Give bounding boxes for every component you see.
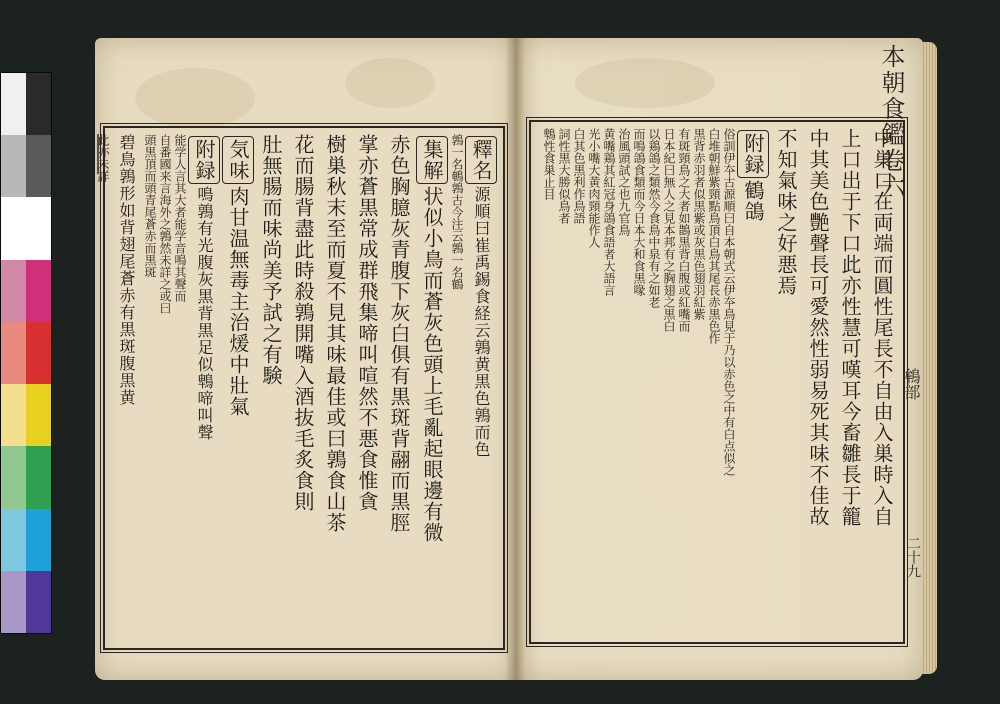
text-column xyxy=(352,134,382,642)
color-swatch xyxy=(1,509,26,571)
color-swatch xyxy=(26,260,51,322)
column-text: 黒背赤羽者似黒紫或灰黒色翅羽紅紫 xyxy=(692,128,706,320)
text-column xyxy=(384,134,414,642)
section-marker: 附録 xyxy=(737,130,769,178)
text-column xyxy=(647,128,660,636)
column-text: 樹巣秋末至而夏不見其味最佳或曰鶉食山茶 xyxy=(323,134,347,533)
text-column xyxy=(737,128,769,636)
section-marker: 集解 xyxy=(416,136,448,184)
column-text: 俗訓伊夲古源順曰自本朝式云伊夲鳥見于乃以赤色之中有白点似之 xyxy=(722,128,736,476)
column-text: 鶴鴿 xyxy=(741,180,765,222)
column-text: 赤色胸臆灰青腹下灰白俱有黒斑背翮而黒脛 xyxy=(387,134,411,533)
text-column xyxy=(771,128,801,636)
column-text: 頭黒頂而頭青尾蒼赤而黒斑 xyxy=(143,134,157,278)
text-column xyxy=(722,128,735,636)
text-column xyxy=(587,128,600,636)
text-column xyxy=(111,134,141,642)
color-swatch xyxy=(26,509,51,571)
text-column xyxy=(632,128,645,636)
color-chart-row xyxy=(1,322,51,384)
section-marker: 釋名 xyxy=(465,136,497,184)
column-text: 中其美色艷聲長可愛然性弱易死其味不佳故 xyxy=(806,128,830,527)
text-column xyxy=(173,134,186,642)
text-column xyxy=(662,128,675,636)
text-column xyxy=(158,134,171,642)
text-column xyxy=(557,128,570,636)
column-text: 鳴鶉有光腹灰黒背黒足似鵯啼叫聲 xyxy=(195,186,214,441)
column-text: 掌亦蒼黒常成群飛集啼叫喧然不悪食惟貪 xyxy=(355,134,379,512)
column-text: 治風頭試之也九官鳥 xyxy=(617,128,631,236)
color-chart-row xyxy=(1,135,51,197)
color-swatch xyxy=(26,322,51,384)
column-text: 光小嘴大黄肉頸能作人 xyxy=(587,128,601,248)
folio-number: 二十九 xyxy=(905,536,921,578)
color-chart-row xyxy=(1,571,51,633)
text-column xyxy=(416,134,448,642)
color-swatch xyxy=(1,322,26,384)
text-column xyxy=(143,134,156,642)
color-swatch xyxy=(26,135,51,197)
section-marker: 気味 xyxy=(222,136,254,184)
text-column xyxy=(617,128,630,636)
text-column xyxy=(677,128,690,636)
text-column xyxy=(465,134,497,642)
text-column xyxy=(803,128,833,636)
text-column xyxy=(288,134,318,642)
color-swatch xyxy=(1,260,26,322)
color-calibration-chart xyxy=(0,72,52,634)
column-text: 状似小鳥而蒼灰色頭上毛亂起眼邊有微 xyxy=(420,186,444,543)
right-text-frame xyxy=(529,120,905,644)
open-book xyxy=(95,38,940,680)
text-column xyxy=(867,128,897,636)
column-text: 有斑頸鳥之大者如鵲黒背白腹或紅嘴而 xyxy=(677,128,691,332)
text-column xyxy=(188,134,220,642)
column-text: 詞性黒大勝似鳥者 xyxy=(557,128,571,224)
column-text: 自番國来言海外之鶉然未詳之或曰 xyxy=(158,134,172,314)
column-text: 源順曰崔禹錫食経云鶉黄黒色鶉而色 xyxy=(472,186,491,458)
column-text: 能学人言其大者能学音鳴其聲而 xyxy=(173,134,187,302)
text-column xyxy=(320,134,350,642)
book-gutter xyxy=(505,38,525,680)
color-chart-row xyxy=(1,197,51,259)
right-page xyxy=(515,38,923,680)
color-swatch xyxy=(1,571,26,633)
color-swatch xyxy=(26,446,51,508)
column-text: 鶉一名鵪鶉古今注云鶉一名鶴 xyxy=(450,134,464,290)
column-text: 肚無腸而味尚美予試之有験 xyxy=(259,134,283,386)
text-column xyxy=(572,128,585,636)
left-page xyxy=(95,38,515,680)
running-title: 本朝食鑑卷六 xyxy=(877,44,905,200)
column-text: 花而腸背盡此時殺鶉開嘴入酒抜毛炙食則 xyxy=(291,134,315,512)
color-chart-row xyxy=(1,73,51,135)
column-text: 白堆朝鮮紫頸點鳥頂白鳥其尾長赤黒色作 xyxy=(707,128,721,344)
left-text-columns xyxy=(96,134,497,642)
color-swatch xyxy=(26,384,51,446)
column-text: 而鳴鴿食類而今日本大和食黒喙 xyxy=(632,128,646,296)
text-column xyxy=(835,128,865,636)
color-swatch xyxy=(26,73,51,135)
color-swatch xyxy=(1,446,26,508)
column-text: 白其色黒利作鳥語 xyxy=(572,128,586,224)
color-chart-row xyxy=(1,384,51,446)
text-column xyxy=(222,134,254,642)
color-swatch xyxy=(1,73,26,135)
color-swatch xyxy=(26,571,51,633)
text-column xyxy=(450,134,463,642)
text-column xyxy=(692,128,705,636)
left-text-frame xyxy=(96,126,505,650)
column-text: 碧鳥鶉形如背翅尾蒼赤有黒斑腹黒黄 xyxy=(117,134,136,406)
column-text: 此亦未詳 xyxy=(96,134,110,182)
color-chart-row xyxy=(1,260,51,322)
section-marker: 附録 xyxy=(188,136,220,184)
text-column xyxy=(542,128,555,636)
text-column xyxy=(602,128,615,636)
text-column xyxy=(96,134,109,642)
column-text: 中巣口在両端而圓性尾長不自由入巣時入自 xyxy=(870,128,894,527)
color-chart-row xyxy=(1,509,51,571)
column-text: 以鶏鴿之類然今食鳥中泉有之如老 xyxy=(647,128,661,308)
column-text: 黄嘴鶏其紅冠身鴿食語者大語言 xyxy=(602,128,616,296)
color-swatch xyxy=(1,135,26,197)
section-label: 鴾部 xyxy=(902,368,921,400)
color-chart-row xyxy=(1,446,51,508)
color-swatch xyxy=(1,384,26,446)
text-column xyxy=(707,128,720,636)
color-swatch xyxy=(1,197,26,259)
column-text: 肉甘温無毒主治煖中壯氣 xyxy=(226,186,250,417)
column-text: 上口出于下口此亦性慧可嘆耳今畜雛長于籠 xyxy=(838,128,862,527)
column-text: 日本紀曰無人之見本邦有之胸翅之黒白 xyxy=(662,128,676,332)
column-text: 不知氣味之好悪焉 xyxy=(774,128,798,296)
page-edges xyxy=(921,42,937,674)
color-swatch xyxy=(26,197,51,259)
text-column xyxy=(256,134,286,642)
right-text-columns xyxy=(537,128,897,636)
column-text: 鵯性食巣止目 xyxy=(542,128,556,200)
